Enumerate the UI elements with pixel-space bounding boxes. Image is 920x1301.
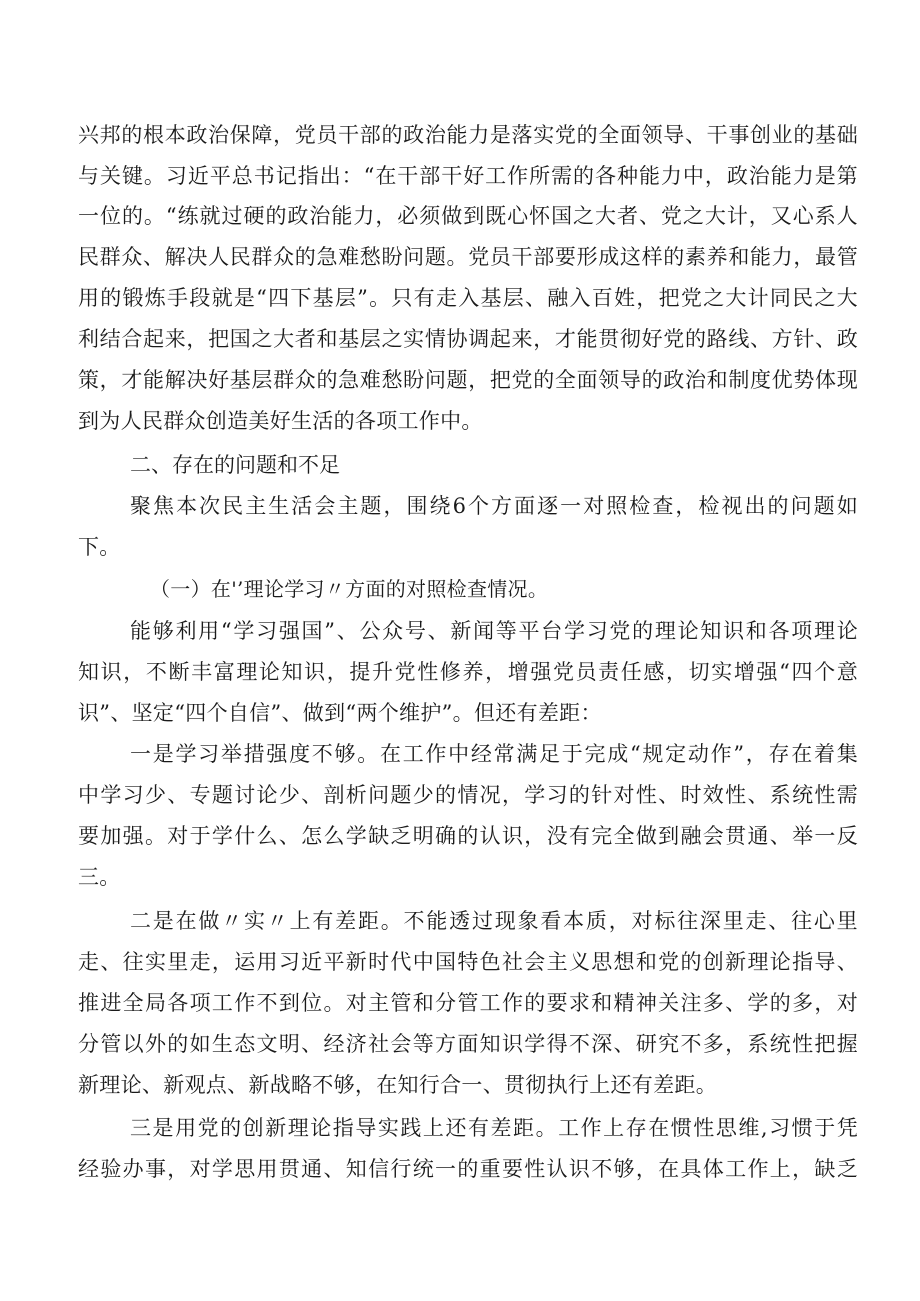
text-line: 兴邦的根本政治保障，党员干部的政治能力是落实党的全面领导、干事创业的基础 <box>78 123 858 147</box>
text-line: 聚焦本次民主生活会主题，围绕6个方面逐一对照检查，检视出的问题如 <box>130 494 858 518</box>
text-line: 走、往实里走，运用习近平新时代中国特色社会主义思想和党的创新理论指导、 <box>78 950 858 974</box>
text-line: 民群众、解决人民群众的急难愁盼问题。党员干部要形成这样的素养和能力，最管 <box>78 245 858 269</box>
text-line: 一是学习举措强度不够。在工作中经常满足于完成“规定动作”，存在着集 <box>130 742 858 766</box>
subsection-heading: （一）在'’理论学习〃方面的对照检查情况。 <box>150 577 549 601</box>
text-line: 分管以外的如生态文明、经济社会等方面知识学得不深、研究不多，系统性把握 <box>78 1032 858 1056</box>
text-line: 经验办事，对学思用贯通、知信行统一的重要性认识不够，在具体工作上，缺乏 <box>78 1157 858 1181</box>
text-line: 推进全局各项工作不到位。对主管和分管工作的要求和精神关注多、学的多，对 <box>78 991 858 1015</box>
text-line: 知识，不断丰富理论知识，提升党性修养，增强党员责任感，切实增强“四个意 <box>78 660 858 684</box>
section-heading: 二、存在的问题和不足 <box>130 453 340 477</box>
text-line: 三。 <box>78 865 121 889</box>
text-line: 要加强。对于学什么、怎么学缺乏明确的认识，没有完全做到融会贯通、举一反 <box>78 824 858 848</box>
text-line: 中学习少、专题讨论少、剖析问题少的情况，学习的针对性、时效性、系统性需 <box>78 783 858 807</box>
text-line: 与关键。习近平总书记指出：“在干部干好工作所需的各种能力中，政治能力是第 <box>78 164 858 188</box>
text-line: 识”、坚定“四个自信”、做到“两个维护”。但还有差距： <box>78 701 602 725</box>
text-line: 一位的。“练就过硬的政治能力，必须做到既心怀国之大者、党之大计，又心系人 <box>78 204 858 228</box>
text-line: 用的锻炼手段就是“四下基层”。只有走入基层、融入百姓，把党之大计同民之大 <box>78 286 858 310</box>
text-line: 三是用党的创新理论指导实践上还有差距。工作上存在惯性思维,习惯于凭 <box>130 1116 858 1140</box>
text-line: 下。 <box>78 535 121 559</box>
text-line: 利结合起来，把国之大者和基层之实情协调起来，才能贯彻好党的路线、方针、政 <box>78 327 858 351</box>
text-line: 新理论、新观点、新战略不够，在知行合一、贯彻执行上还有差距。 <box>78 1073 717 1097</box>
text-line: 能够利用“学习强国”、公众号、新闻等平台学习党的理论知识和各项理论 <box>130 619 858 643</box>
text-line: 二是在做〃实〃上有差距。不能透过现象看本质，对标往深里走、往心里 <box>130 909 858 933</box>
text-line: 到为人民群众创造美好生活的各项工作中。 <box>78 409 483 433</box>
text-line: 策，才能解决好基层群众的急难愁盼问题，把党的全面领导的政治和制度优势体现 <box>78 368 858 392</box>
